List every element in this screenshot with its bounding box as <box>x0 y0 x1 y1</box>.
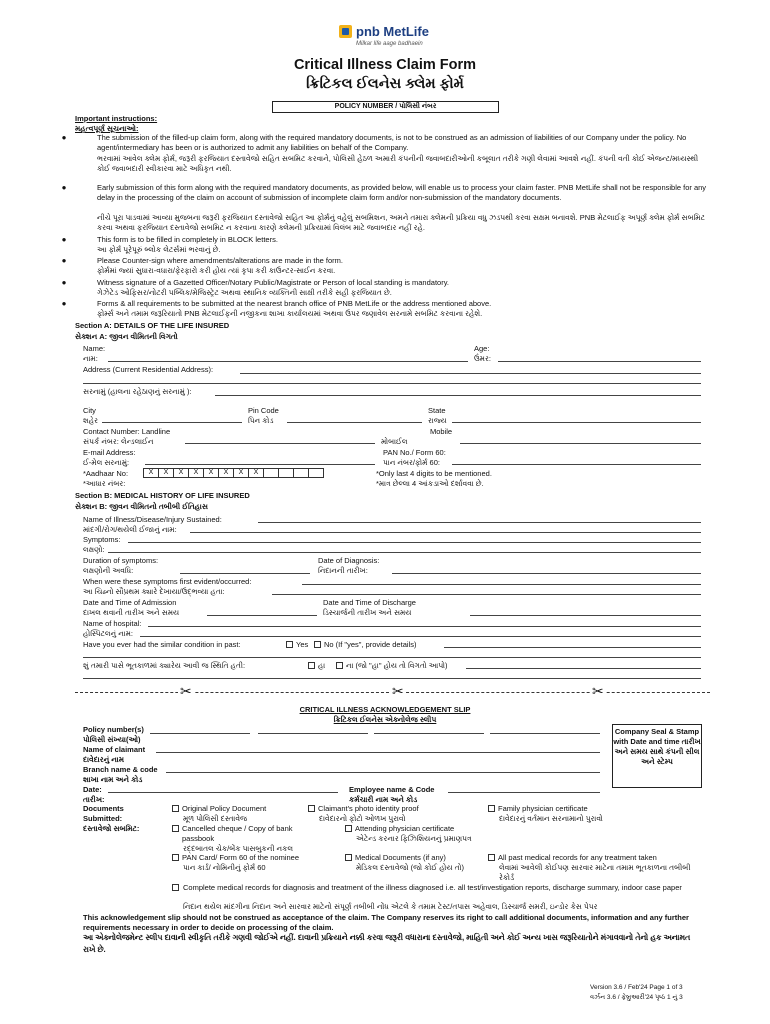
slip-policy-label-en: Policy number(s) <box>83 725 144 734</box>
doc-label-en: All past medical records for any treatment taken <box>498 853 657 862</box>
similar-no-option[interactable] <box>314 640 416 650</box>
duration-field[interactable] <box>180 573 310 574</box>
slip-footer-en: This acknowledgement slip should not be construed as acceptance of the claim. The Company reserves its right to call additional documents, information and any further requirements necessary in order to decide on processing of the claim. <box>83 913 689 933</box>
address-label-en: Address (Current Residential Address): <box>83 365 214 374</box>
pan-field[interactable] <box>452 464 701 465</box>
aadhaar-digit-box[interactable] <box>308 468 324 478</box>
yes-label-gu: હા <box>318 661 326 670</box>
aadhaar-digit-box[interactable]: X <box>203 468 219 478</box>
slip-policy-label-gu: પોલિસી સંખ્યા(ઓ) <box>83 735 141 744</box>
name-label-en: Name: <box>83 344 106 353</box>
bullet: ● <box>61 235 67 244</box>
section-a-heading-en: Section A: DETAILS OF THE LIFE INSURED <box>75 321 230 330</box>
docs-submitted-label-en2: Submitted: <box>83 814 123 823</box>
policy-number-field-3[interactable] <box>374 733 484 734</box>
instruction-6-gu: ફોર્મ્સ અને તમામ જરૂરિયાતો PNB મેટલાઈફની નજીકના શાખા કાર્યાલયમાં અથવા ઉપર જણાવેલ સરનામે સબમિટ કરવાના રહેશે. <box>97 309 483 318</box>
section-b-heading-gu: સેક્શન B: જીવન વીમિતનો તબીબી ઈતિહાસ <box>75 502 208 511</box>
slip-claimant-label-gu: દાવેદારનું નામ <box>83 755 125 764</box>
checkbox[interactable] <box>345 825 352 832</box>
slip-claimant-label-en: Name of claimant <box>83 745 146 754</box>
instruction-3-gu: આ ફોર્મ પૂરેપૂરું બ્લોક લેટર્સમાં ભરવાનું છે. <box>97 245 221 254</box>
admission-label-en: Date and Time of Admission <box>83 598 177 607</box>
city-label-en: City <box>83 406 96 415</box>
discharge-label-en: Date and Time of Discharge <box>323 598 416 607</box>
bullet: ● <box>61 278 67 287</box>
instructions-heading-en: Important instructions: <box>75 114 158 123</box>
instruction-2-en: Early submission of this form along with the required mandatory documents, as provided below, will enable us to process your claim faster. PNB MetLife shall not be responsible for any delay in the processing of the claim on account of submission of incomplete claim form and/or non-submission of the mandatory documents. <box>97 183 707 203</box>
instruction-2-gu: નીચે પૂરા પાડવામાં આવ્યા મુજબના જરૂરી ફરજિયાત દસ્તાવેજો સહિત આ ફોર્મનું વહેલું સબમિશન, અમને તમારા ક્લેમની પ્રક્રિયા વધુ ઝડપથી કરવા સક્ષમ બનાવશે. PNB મેટલાઈફ અપૂર્ણ ક્લેમ ફોર્મ સબમિટ કરવા અથવા ફરજિયાત દસ્તાવેજો સબમિટ ન કરવાના કારણે ક્લેમની પ્રક્રિયામાં વિલંબ માટે જવાબદાર નહીં રહે. <box>97 213 705 233</box>
no-checkbox[interactable] <box>314 641 321 648</box>
hospital-field-gu[interactable] <box>140 636 701 637</box>
age-label-gu: ઉંમર: <box>474 354 491 363</box>
email-label-gu: ઈ-મેલ સરનામું: <box>83 458 130 467</box>
instruction-3-en: This form is to be filled in completely in BLOCK letters. <box>97 235 278 244</box>
slip-branch-label-gu: શાખા નામ અને કોડ <box>83 775 143 784</box>
mobile-label-gu: મોબાઈલ <box>381 437 408 446</box>
slip-footer-gu: આ એક્નોલેજમેન્ટ સ્લીપ દાવાની સ્વીકૃતિ તરીકે ગણવી જોઈએ નહીં. દાવાની પ્રક્રિયાને નક્કી કરવા જરૂરી વધારાના દસ્તાવેજો, માહિતી અને કોઈ અન્ય ખાસ જરૂરિયાતોને મંગાવવાનો તેનો હક અનામત રાખે છે. <box>83 933 691 955</box>
hospital-field[interactable] <box>148 626 701 627</box>
diagnosis-date-field[interactable] <box>392 573 701 574</box>
name-field[interactable] <box>108 361 468 362</box>
aadhaar-digit-box[interactable]: X <box>173 468 189 478</box>
doc-label-gu: એટેન્ડ કરનાર ફિઝિશિયનનું પ્રમાણપત્ર <box>356 834 472 843</box>
doc-label-en: Original Policy Document <box>182 804 267 813</box>
similar-yes-option-gu[interactable] <box>308 661 325 671</box>
doc-item-past-records[interactable] <box>488 853 703 863</box>
slip-date-label-gu: તારીખ: <box>83 795 105 804</box>
instruction-1-gu: ભરવામાં આવેલ ક્લેમ ફોર્મ, જરૂરી ફરજિયાત દસ્તાવેજો સહિત સબમિટ કરવાને, પોલિસી હેઠળ અમારી કંપનીની જવાબદારીઓની કબૂલાત તરીકે ગણી લેવામાં આવશે નહીં. કંપની વતી કોઈ એજન્ટ/મધ્યસ્થી કોઈ જવાબદારી સ્વીકારવા માટે અધિકૃત નથી. <box>97 154 699 174</box>
similar-no-option-gu[interactable] <box>336 661 448 671</box>
form-title-gu: ક્રિટિકલ ઈલનેસ ક્લેમ ફોર્મ <box>306 76 464 92</box>
symptoms-label-en: Symptoms: <box>83 535 121 544</box>
pan-label-en: PAN No./ Form 60: <box>383 448 446 457</box>
slip-employee-label-en: Employee name & Code <box>349 785 435 794</box>
checkbox[interactable] <box>172 854 179 861</box>
doc-item-medical-docs[interactable] <box>345 853 446 863</box>
yes-label: Yes <box>296 640 309 649</box>
doc-label-en: PAN Card/ Form 60 of the nominee <box>182 853 299 862</box>
doc-label-gu: દાવેદારનો ફોટો ઓળખ પુરાવો <box>319 814 406 823</box>
age-label-en: Age: <box>474 344 490 353</box>
similar-condition-label-gu: શું તમારી પાસે ભૂતકાળમાં ક્યારેય આવી જ સ્થિતિ હતી: <box>83 661 246 670</box>
scissors-icon: ✂ <box>592 683 604 699</box>
checkbox[interactable] <box>172 805 179 812</box>
checkbox[interactable] <box>488 854 495 861</box>
hospital-label-en: Name of hospital: <box>83 619 142 628</box>
illness-label-gu: માંદગી/રોગ/થયેલી ઈજાનું નામ: <box>83 525 177 534</box>
checkbox[interactable] <box>172 825 179 832</box>
doc-item-complete-records[interactable] <box>172 883 182 893</box>
doc-label-en: Cancelled cheque / Copy of bank passbook <box>182 824 293 844</box>
similar-details-field-gu-2[interactable] <box>83 678 701 679</box>
duration-label-en: Duration of symptoms: <box>83 556 159 565</box>
pnb-metlife-logo <box>339 23 459 53</box>
admission-field[interactable] <box>207 615 317 616</box>
aadhaar-digit-box[interactable] <box>293 468 309 478</box>
section-b-heading-en: Section B: MEDICAL HISTORY OF LIFE INSURED <box>75 491 250 500</box>
bullet: ● <box>61 299 67 308</box>
email-field[interactable] <box>145 464 375 465</box>
employee-field[interactable] <box>448 792 600 793</box>
symptoms-label-gu: લક્ષણો: <box>83 545 105 554</box>
section-a-heading-gu: સેક્શન A: જીવન વીમિતની વિગતો <box>75 332 178 341</box>
symptoms-field[interactable] <box>128 542 701 543</box>
bullet: ● <box>61 133 67 142</box>
similar-yes-option[interactable] <box>286 640 308 650</box>
checkbox[interactable] <box>488 805 495 812</box>
doc-label-en: Medical Documents (if any) <box>355 853 446 862</box>
illness-field-gu[interactable] <box>190 532 701 533</box>
aadhaar-note-en: *Only last 4 digits to be mentioned. <box>376 469 492 478</box>
illness-field[interactable] <box>258 522 701 523</box>
company-seal-box: Company Seal & Stamp with Date and time તારીખ અને સમય સાથે કંપની સીલ અને સ્ટેમ્પ <box>612 724 702 788</box>
pin-label-gu: પિન કોડ <box>248 416 274 425</box>
aadhaar-digit-box[interactable] <box>278 468 294 478</box>
slip-title-gu: ક્રિટિકલ ઈલનેસ એક્નોલેજ સ્લીપ <box>333 715 437 724</box>
doc-label-en: Attending physician certificate <box>355 824 455 833</box>
aadhaar-digit-box[interactable] <box>263 468 279 478</box>
aadhaar-digit-box[interactable]: X <box>248 468 264 478</box>
slip-date-field[interactable] <box>108 792 338 793</box>
policy-number-field-4[interactable] <box>490 733 600 734</box>
email-label-en: E-mail Address: <box>83 448 136 457</box>
state-label-en: State <box>428 406 446 415</box>
doc-label-gu: મૂળ પોલિસી દસ્તાવેજ <box>183 814 248 823</box>
hospital-label-gu: હોસ્પિટલનું નામ: <box>83 629 133 638</box>
doc-item-family-physician[interactable] <box>488 804 588 814</box>
illness-label-en: Name of Illness/Disease/Injury Sustained: <box>83 515 222 524</box>
instructions-heading-gu: મહત્વપૂર્ણ સૂચનાઓ: <box>75 124 139 133</box>
similar-details-field-2[interactable] <box>83 657 701 658</box>
checkbox[interactable] <box>345 854 352 861</box>
duration-label-gu: લક્ષણોની અવધિ: <box>83 566 134 575</box>
doc-label-gu: રદ્દબાતલ ચેક/બેંક પાસબુકની નકલ <box>183 844 294 853</box>
no-label: No (If "yes", provide details) <box>324 640 417 649</box>
logo-icon <box>339 25 352 38</box>
slip-branch-label-en: Branch name & code <box>83 765 158 774</box>
doc-item-cancelled-cheque[interactable] <box>172 824 312 844</box>
docs-submitted-label-en: Documents <box>83 804 124 813</box>
doc-label-gu: નિદાન થયેલ માંદગીના નિદાન અને સારવાર માટેનો સંપૂર્ણ તબીબી નોંધ એટલે કે તમામ ટેસ્ટ/તપાસ અહેવાલ, ડિસ્ચાર્જ સમરી, ઇન્ડોર કેસ પેપર <box>183 902 598 911</box>
doc-item-attending-physician[interactable] <box>345 824 454 834</box>
contact-label-en: Contact Number: Landline <box>83 427 171 436</box>
state-label-gu: રાજ્ય <box>428 416 447 425</box>
instruction-6-en: Forms & all requirements to be submitted at the nearest branch office of PNB MetLife or the address mentioned above. <box>97 299 492 308</box>
symptoms-field-gu[interactable] <box>108 552 701 553</box>
doc-label-en: Claimant's photo identity proof <box>318 804 419 813</box>
city-field[interactable] <box>102 422 242 423</box>
name-label-gu: નામ: <box>83 354 98 363</box>
doc-label-en: Family physician certificate <box>498 804 588 813</box>
admission-label-gu: દાખલ થવાની તારીખ અને સમય <box>83 608 180 617</box>
doc-label-gu: દાવેદારનું વર્તમાન સરનામાનો પુરાવો <box>499 814 603 823</box>
policy-number-field-1[interactable] <box>150 733 250 734</box>
first-evident-label-gu: આ ચિહ્નો સૌપ્રથમ ક્યારે દેખાયા/ઉદ્ભવ્યા હતા: <box>83 587 225 596</box>
state-field[interactable] <box>452 422 701 423</box>
diagnosis-label-gu: નિદાનની તારીખ: <box>318 566 368 575</box>
yes-checkbox[interactable] <box>286 641 293 648</box>
landline-field[interactable] <box>185 443 375 444</box>
slip-date-label-en: Date: <box>83 785 102 794</box>
diagnosis-label-en: Date of Diagnosis: <box>318 556 380 565</box>
city-label-gu: શહેર <box>83 416 98 425</box>
branch-field[interactable] <box>166 772 600 773</box>
address-label-gu: સરનામું (હાલના રહેઠાણનું સરનામું ): <box>83 387 192 396</box>
doc-label-gu: મેડિકલ દસ્તાવેજો (જો કોઈ હોય તો) <box>356 863 464 872</box>
pin-label-en: Pin Code <box>248 406 279 415</box>
instruction-4-gu: ફોર્મમાં જ્યાં સુધારા-વધારા/ફેરફારો કરી હોય ત્યાં કૃપા કરી કાઉન્ટર-સાઈન કરવા. <box>97 266 336 275</box>
doc-label-en: Complete medical records for diagnosis and treatment of the illness diagnosed i.e. all test/investigation reports, discharge summary, indoor case paper <box>183 883 682 892</box>
form-title-en: Critical Illness Claim Form <box>293 57 477 73</box>
mobile-label-en: Mobile <box>430 427 453 436</box>
first-evident-label-en: When were these symptoms first evident/occurred: <box>83 577 252 586</box>
no-checkbox[interactable] <box>336 662 343 669</box>
scissors-icon: ✂ <box>180 683 192 699</box>
bullet: ● <box>61 183 67 192</box>
address-field-1[interactable] <box>240 373 701 374</box>
aadhaar-note-gu: *માત્ર છેલ્લા 4 આંકડાઓ દર્શાવવા છે. <box>376 479 484 488</box>
policy-number-field-2[interactable] <box>258 733 368 734</box>
aadhaar-label-gu: *આધાર નંબર: <box>83 479 126 488</box>
instruction-1-en: The submission of the filled-up claim form, along with the required mandatory documents, is not to be construed as an admission of liabilities of our Company under the policy. No agent/intermediary has been or is authorized to admit any liabilities on behalf of the Company. <box>97 133 687 153</box>
doc-item-pan-nominee[interactable] <box>172 853 299 863</box>
slip-employee-label-gu: કર્મચારી નામ અને કોડ <box>349 795 418 804</box>
aadhaar-digit-box[interactable]: X <box>233 468 249 478</box>
logo-text: pnb MetLife <box>356 24 429 39</box>
similar-details-field[interactable] <box>444 647 701 648</box>
claimant-name-field[interactable] <box>156 752 600 753</box>
no-label-gu: ના (જો "હા" હોય તો વિગતો આપો) <box>346 661 448 670</box>
checkbox[interactable] <box>308 805 315 812</box>
pin-field[interactable] <box>287 422 422 423</box>
yes-checkbox[interactable] <box>308 662 315 669</box>
instruction-5-gu: ગેઝેટેડ ઓફિસર/નોટરી પબ્લિક/મેજિસ્ટ્રેટ અથવા સ્થાનિક વ્યક્તિની સાક્ષી તરીકે સહી ફરજિયાત છે. <box>97 288 392 297</box>
aadhaar-label-en: *Aadhaar No: <box>83 469 129 478</box>
policy-number-box[interactable]: POLICY NUMBER / પોલિસી નંબર <box>272 101 499 113</box>
first-evident-field-gu[interactable] <box>272 594 701 595</box>
contact-label-gu: સંપર્ક નંબર: લેન્ડલાઈન <box>83 437 154 446</box>
slip-title-en: CRITICAL ILLNESS ACKNOWLEDGEMENT SLIP <box>299 705 471 714</box>
aadhaar-boxes[interactable] <box>143 468 323 478</box>
checkbox[interactable] <box>172 884 179 891</box>
doc-label-gu: પાન કાર્ડ/ નોમિનીનું ફોર્મ 60 <box>183 863 266 872</box>
bullet: ● <box>61 256 67 265</box>
aadhaar-digit-box[interactable]: X <box>158 468 174 478</box>
mobile-field[interactable] <box>460 443 701 444</box>
discharge-field[interactable] <box>470 615 701 616</box>
age-field[interactable] <box>498 361 701 362</box>
address-field-3[interactable] <box>215 395 701 396</box>
first-evident-field[interactable] <box>302 584 701 585</box>
version-gu: વર્ઝન 3.6 / ફેબ્રુઆરી'24 પૃષ્ઠ 1 નું 3 <box>590 994 683 1001</box>
aadhaar-digit-box[interactable]: X <box>188 468 204 478</box>
instruction-4-en: Please Counter-sign where amendments/alterations are made in the form. <box>97 256 343 265</box>
version-en: Version 3.6 / Feb'24 Page 1 of 3 <box>590 984 683 991</box>
aadhaar-digit-box[interactable]: X <box>143 468 159 478</box>
doc-item-photo-id[interactable] <box>308 804 419 814</box>
logo-tagline: Milkar life aage badhaein <box>356 41 423 47</box>
pan-label-gu: પાન નંબર/ફોર્મ 60: <box>383 458 440 467</box>
doc-label-gu: લેવામાં આવેલી કોઈપણ સારવાર માટેના તમામ ભૂતકાળના તબીબી રેકોર્ડ <box>499 863 691 883</box>
docs-submitted-label-gu: દસ્તાવેજો સબમિટ: <box>83 824 140 833</box>
discharge-label-gu: ડિસ્ચાર્જની તારીખ અને સમય <box>323 608 412 617</box>
doc-item-original-policy[interactable] <box>172 804 266 814</box>
scissors-icon: ✂ <box>392 683 404 699</box>
address-field-2[interactable] <box>83 383 701 384</box>
instruction-5-en: Witness signature of a Gazetted Officer/Notary Public/Magistrate or Person of local standing is mandatory. <box>97 278 449 287</box>
similar-condition-label-en: Have you ever had the similar condition in past: <box>83 640 241 649</box>
similar-details-field-gu[interactable] <box>466 668 701 669</box>
aadhaar-digit-box[interactable]: X <box>218 468 234 478</box>
